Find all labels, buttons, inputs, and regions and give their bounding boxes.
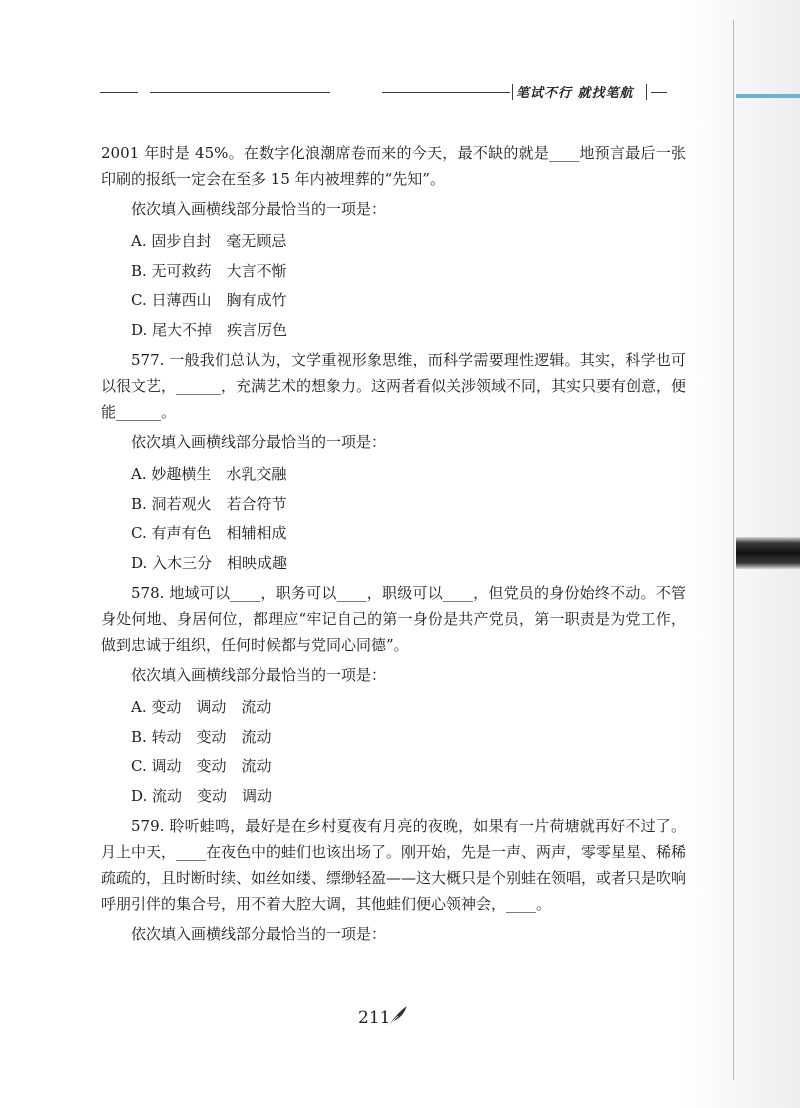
question-578-options bbox=[131, 693, 686, 811]
page-edge-dark-tab bbox=[736, 537, 800, 569]
question-578-prompt: 依次填入画横线部分最恰当的一项是： bbox=[131, 666, 387, 684]
option-c: C. 调动 变动 流动 bbox=[131, 757, 272, 775]
option-d: D. 流动 变动 调动 bbox=[131, 786, 273, 805]
option-c: C. 有声有色 相辅相成 bbox=[131, 524, 287, 542]
question-579-prompt: 依次填入画横线部分最恰当的一项是： bbox=[131, 925, 387, 943]
feather-icon bbox=[386, 1005, 408, 1027]
option-a: A. 固步自封 毫无顾忌 bbox=[131, 232, 287, 250]
header-rule-segment bbox=[150, 92, 330, 93]
question-577-stem: 577. 一般我们总认为，文学重视形象思维，而科学需要理性逻辑。其实，科学也可以很文艺，______，充满艺术的想象力。这两者看似关涉领域不同，其实只要有创意，便能______。 bbox=[101, 351, 687, 421]
option-d: D. 尾大不掉 疾言厉色 bbox=[131, 320, 288, 339]
page-edge-blue-tab bbox=[736, 94, 800, 98]
question-575-options bbox=[131, 227, 686, 345]
page-edge-line bbox=[733, 20, 734, 1080]
question-578-stem: 578. 地域可以____，职务可以____，职级可以____，但党员的身份始终不动。不管身处何地、身居何位，都理应“牢记自己的第一身份是共产党员，第一职责是为党工作，做到忠诚于组织，任何时候都与党同心同德”。 bbox=[101, 584, 686, 654]
option-d: D. 入木三分 相映成趣 bbox=[131, 553, 288, 572]
page-content bbox=[101, 140, 686, 952]
header-rule-segment bbox=[651, 92, 667, 93]
question-577-options bbox=[131, 460, 686, 578]
header-divider bbox=[646, 84, 647, 100]
question-577-prompt: 依次填入画横线部分最恰当的一项是： bbox=[131, 433, 387, 451]
option-b: B. 转动 变动 流动 bbox=[131, 727, 272, 746]
option-b: B. 无可救药 大言不惭 bbox=[131, 261, 287, 280]
header-divider bbox=[512, 84, 513, 100]
option-a: A. 变动 调动 流动 bbox=[131, 698, 272, 716]
header-slogan: 笔试不行 就找笔航 bbox=[516, 86, 634, 101]
question-575-stem-continued: 2001 年时是 45%。在数字化浪潮席卷而来的今天，最不缺的就是____地预言最后一张印刷的报纸一定会在至多 15 年内被埋葬的“先知”。 bbox=[101, 144, 686, 188]
question-579-stem: 579. 聆听蛙鸣，最好是在乡村夏夜有月亮的夜晚，如果有一片荷塘就再好不过了。月上中天，____在夜色中的蛙们也该出场了。刚开始，先是一声、两声，零零星星、稀稀疏疏的，且时断时续、如丝如缕、缥缈轻盈——这大概只是个别蛙在领唱，或者只是吹响呼朋引伴的集合号，用不着大腔大调，其他蛙们便心领神会，____。 bbox=[101, 817, 687, 913]
page-number: 211 bbox=[358, 1008, 391, 1028]
question-575-prompt: 依次填入画横线部分最恰当的一项是： bbox=[131, 200, 387, 218]
option-a: A. 妙趣横生 水乳交融 bbox=[131, 465, 287, 483]
header-rule-segment bbox=[100, 92, 138, 93]
option-b: B. 洞若观火 若合符节 bbox=[131, 494, 287, 513]
option-c: C. 日薄西山 胸有成竹 bbox=[131, 291, 287, 309]
header-rule-segment bbox=[382, 92, 510, 93]
